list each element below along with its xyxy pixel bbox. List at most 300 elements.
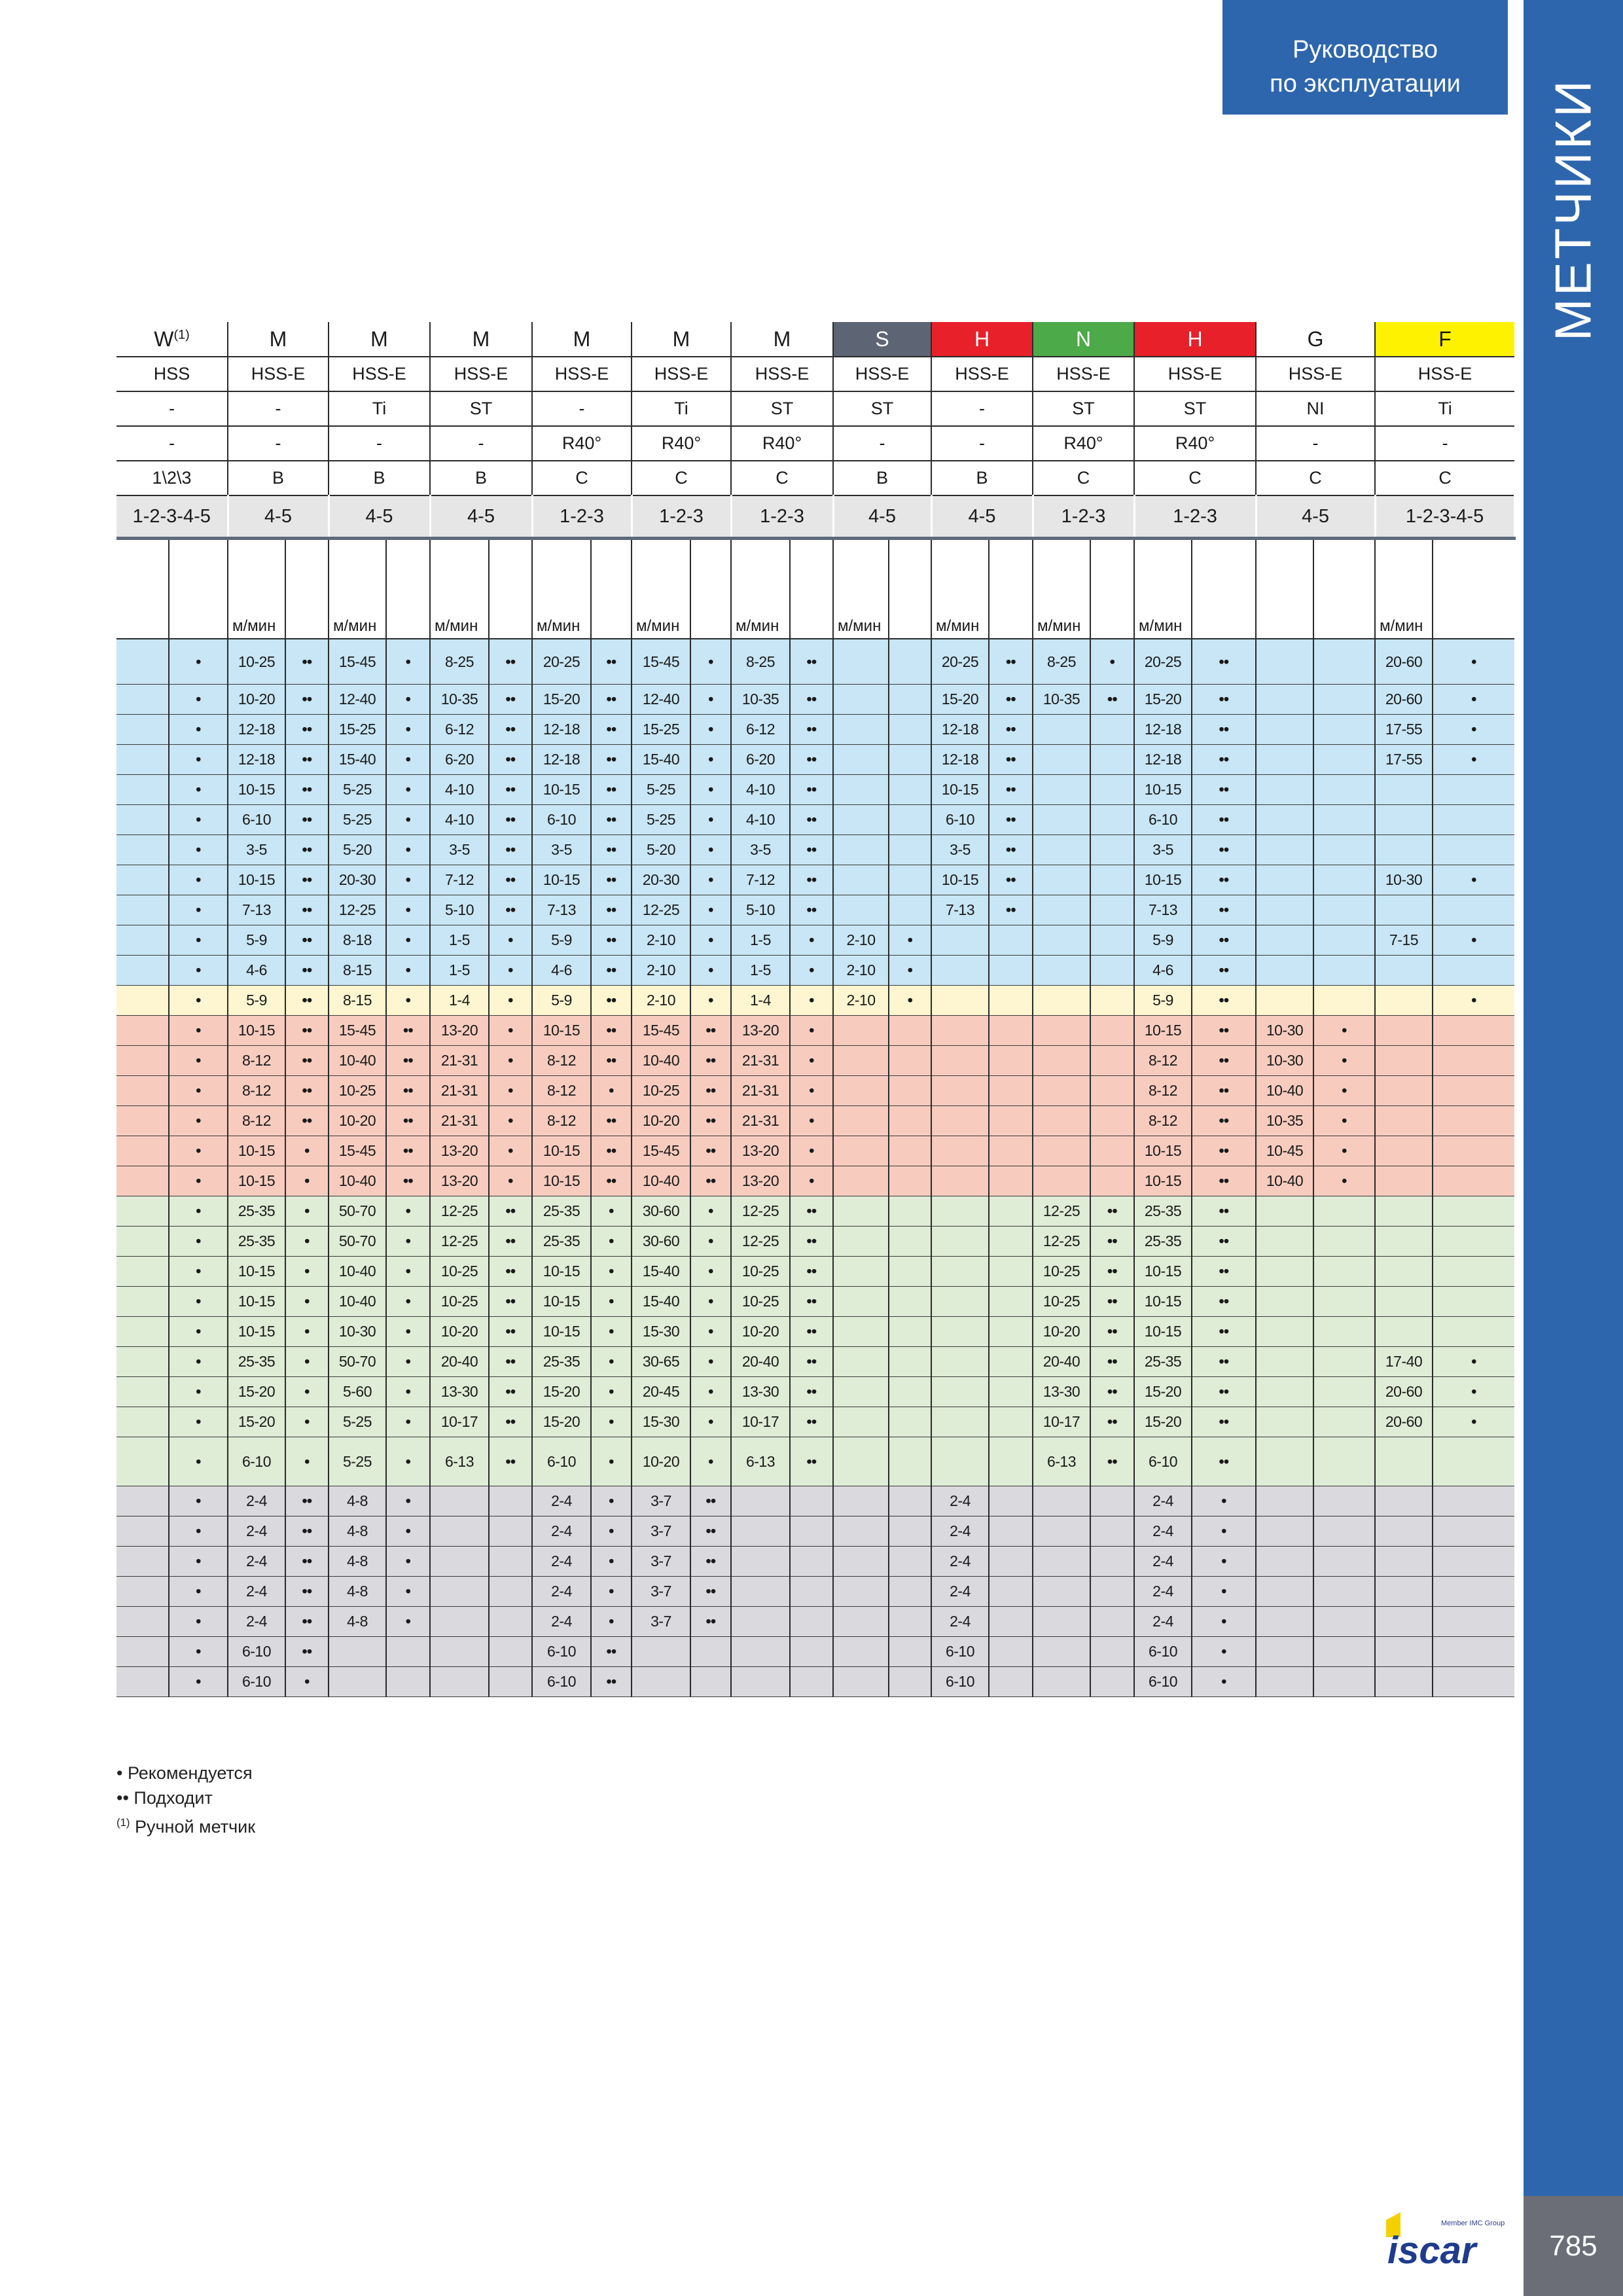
table-cell: 6-10 (228, 1437, 285, 1486)
table-cell: • (386, 986, 430, 1016)
table-cell (1256, 685, 1313, 715)
table-cell: •• (591, 1637, 632, 1667)
table-cell (1033, 1106, 1090, 1136)
table-cell: •• (989, 835, 1033, 865)
helix-row-cell: R40° (632, 426, 731, 461)
table-cell (889, 1287, 931, 1317)
table-cell: 3-7 (632, 1486, 690, 1516)
table-cell: •• (690, 1607, 731, 1637)
table-cell (1256, 1637, 1313, 1667)
table-cell: • (386, 1196, 430, 1227)
table-cell: 50-70 (329, 1347, 386, 1377)
table-cell: 6-10 (1134, 1667, 1192, 1697)
table-cell (833, 805, 889, 835)
table-cell: 10-15 (532, 1317, 591, 1347)
table-cell: 6-10 (931, 1667, 989, 1697)
table-cell: • (285, 1317, 329, 1347)
table-cell: 15-25 (632, 715, 690, 745)
table-cell (833, 1547, 889, 1577)
table-cell: 8-18 (329, 925, 386, 956)
helix-row-cell: R40° (1033, 426, 1134, 461)
table-cell: •• (489, 1257, 532, 1287)
table-cell (1033, 745, 1090, 775)
table-cell (1256, 1486, 1313, 1516)
table-cell: • (169, 1377, 228, 1407)
table-cell: •• (591, 685, 632, 715)
table-cell: 13-30 (731, 1377, 790, 1407)
table-cell (329, 1637, 386, 1667)
table-cell (1313, 1196, 1375, 1227)
table-cell: •• (489, 1317, 532, 1347)
table-cell (931, 1287, 989, 1317)
coating-row-cell: Ti (1375, 391, 1514, 426)
table-cell (632, 1667, 690, 1697)
table-cell: • (169, 1607, 228, 1637)
table-cell: 17-40 (1375, 1347, 1433, 1377)
table-row (116, 1046, 1514, 1076)
table-cell: 20-40 (731, 1347, 790, 1377)
table-cell: • (169, 745, 228, 775)
table-cell: • (790, 1136, 833, 1166)
tool-material-row (116, 357, 1514, 391)
table-cell (1313, 1257, 1375, 1287)
table-cell: •• (690, 1106, 731, 1136)
table-cell (1375, 1547, 1433, 1577)
table-cell (1256, 1317, 1313, 1347)
table-cell: • (169, 1196, 228, 1227)
table-cell (116, 1076, 169, 1106)
table-cell: • (386, 1377, 430, 1407)
table-cell: • (489, 1106, 532, 1136)
legend-recommended: • Рекомендуется (116, 1763, 253, 1783)
table-cell (833, 685, 889, 715)
unit-cell: м/мин (1033, 539, 1090, 639)
tool-material-row-cell: HSS-E (931, 357, 1033, 391)
table-cell: • (591, 1257, 632, 1287)
table-cell: • (386, 956, 430, 986)
table-cell: 25-35 (532, 1227, 591, 1257)
table-cell: 5-60 (329, 1377, 386, 1407)
unit-cell (690, 539, 731, 639)
table-cell: • (386, 835, 430, 865)
table-cell (1256, 1607, 1313, 1637)
table-cell (989, 956, 1033, 986)
table-cell (1433, 1637, 1514, 1667)
table-cell (1033, 1486, 1090, 1516)
table-cell: •• (790, 715, 833, 745)
table-row (116, 1486, 1514, 1516)
table-cell (1313, 1347, 1375, 1377)
table-cell: 8-12 (1134, 1106, 1192, 1136)
table-cell: 20-45 (632, 1377, 690, 1407)
table-cell: 3-7 (632, 1547, 690, 1577)
table-cell (889, 1106, 931, 1136)
table-cell: • (285, 1227, 329, 1257)
table-cell: • (1313, 1136, 1375, 1166)
table-cell: 7-13 (228, 895, 285, 925)
table-cell (1313, 1227, 1375, 1257)
table-cell (989, 1257, 1033, 1287)
table-cell: •• (285, 986, 329, 1016)
tolerance-row-cell: 4-5 (1256, 495, 1375, 539)
table-cell: • (1192, 1516, 1256, 1547)
table-cell (833, 1407, 889, 1437)
table-cell (1256, 775, 1313, 805)
unit-cell (169, 539, 228, 639)
table-cell (833, 1257, 889, 1287)
table-cell: • (386, 805, 430, 835)
material-group-row-cell: $W^{(1)}$ (116, 322, 228, 357)
table-cell: • (386, 1516, 430, 1547)
table-cell: 2-4 (228, 1486, 285, 1516)
table-cell: • (690, 1377, 731, 1407)
table-cell: •• (1192, 835, 1256, 865)
table-cell: •• (1192, 1016, 1256, 1046)
table-cell (989, 1577, 1033, 1607)
table-cell (931, 925, 989, 956)
table-cell: 4-10 (731, 775, 790, 805)
table-cell: 8-15 (329, 956, 386, 986)
unit-cell: м/мин (228, 539, 285, 639)
table-cell (116, 1196, 169, 1227)
table-cell: • (790, 956, 833, 986)
table-cell: • (790, 1016, 833, 1046)
table-cell: 13-30 (430, 1377, 489, 1407)
table-row (116, 865, 1514, 895)
table-cell: • (386, 1607, 430, 1637)
table-cell: • (1313, 1046, 1375, 1076)
table-cell: 2-4 (931, 1486, 989, 1516)
table-cell (116, 1046, 169, 1076)
table-cell: •• (1090, 1257, 1134, 1287)
table-cell: • (690, 775, 731, 805)
table-cell (1313, 1667, 1375, 1697)
table-cell: • (169, 1577, 228, 1607)
table-cell: •• (790, 835, 833, 865)
table-cell: 15-40 (632, 1257, 690, 1287)
table-cell: •• (1090, 1317, 1134, 1347)
table-cell: 10-15 (532, 1257, 591, 1287)
table-cell: • (386, 1547, 430, 1577)
table-cell (1433, 956, 1514, 986)
table-cell: •• (285, 895, 329, 925)
table-cell (1375, 1317, 1433, 1347)
coating-row-cell: - (228, 391, 329, 426)
table-cell: 8-12 (228, 1106, 285, 1136)
table-cell: • (169, 685, 228, 715)
table-cell (489, 1667, 532, 1697)
guide-line-1: Руководство (1292, 36, 1438, 63)
table-cell: 2-4 (532, 1486, 591, 1516)
chamfer-row (116, 461, 1514, 495)
unit-cell: м/мин (931, 539, 989, 639)
table-cell: 10-15 (1134, 1016, 1192, 1046)
table-cell: 10-17 (430, 1407, 489, 1437)
table-cell: 6-10 (1134, 1437, 1192, 1486)
table-cell (1375, 1607, 1433, 1637)
table-cell: 2-4 (532, 1607, 591, 1637)
table-cell (1090, 1106, 1134, 1136)
table-cell: 6-20 (430, 745, 489, 775)
table-cell: 3-5 (532, 835, 591, 865)
table-cell: • (386, 745, 430, 775)
table-cell: • (591, 1547, 632, 1577)
table-cell: •• (489, 1347, 532, 1377)
table-cell (116, 1287, 169, 1317)
table-cell: 4-8 (329, 1577, 386, 1607)
coating-row-cell: NI (1256, 391, 1375, 426)
table-cell: • (285, 1196, 329, 1227)
table-cell (1090, 1016, 1134, 1046)
table-cell: 13-20 (430, 1136, 489, 1166)
table-cell (116, 745, 169, 775)
table-cell: •• (285, 1106, 329, 1136)
table-cell (889, 1577, 931, 1607)
table-cell (889, 1227, 931, 1257)
tool-material-row-cell: HSS-E (1033, 357, 1134, 391)
table-cell (731, 1516, 790, 1547)
table-cell (833, 1317, 889, 1347)
coating-row-cell: Ti (329, 391, 430, 426)
chamfer-row-cell: C (1033, 461, 1134, 495)
table-cell (1313, 1637, 1375, 1667)
table-cell: 15-20 (228, 1377, 285, 1407)
table-cell: •• (1192, 1257, 1256, 1287)
table-cell (989, 1347, 1033, 1377)
material-group-row-cell: M (731, 322, 833, 357)
table-cell: 1-4 (731, 986, 790, 1016)
table-cell (889, 1516, 931, 1547)
tool-material-row-cell: HSS-E (731, 357, 833, 391)
table-cell (833, 745, 889, 775)
table-cell: •• (285, 1547, 329, 1577)
logo-member-text: Member IMC Group (1441, 2219, 1505, 2227)
table-cell: • (591, 1577, 632, 1607)
table-cell: • (690, 956, 731, 986)
table-cell: •• (989, 639, 1033, 685)
table-cell: 25-35 (1134, 1196, 1192, 1227)
table-cell (989, 986, 1033, 1016)
table-cell: 6-20 (731, 745, 790, 775)
table-cell: • (285, 1437, 329, 1486)
table-cell: 50-70 (329, 1196, 386, 1227)
table-cell (1313, 745, 1375, 775)
table-cell (430, 1667, 489, 1697)
table-cell: 2-4 (1134, 1486, 1192, 1516)
table-row (116, 1607, 1514, 1637)
table-cell (1090, 986, 1134, 1016)
table-cell (790, 1577, 833, 1607)
material-group-row-cell: F (1375, 322, 1514, 357)
table-cell: • (386, 1486, 430, 1516)
table-cell: • (1313, 1076, 1375, 1106)
table-cell: •• (489, 1377, 532, 1407)
table-cell: • (1433, 639, 1514, 685)
table-cell: •• (790, 639, 833, 685)
table-cell (989, 1637, 1033, 1667)
table-cell: 8-12 (228, 1076, 285, 1106)
table-cell (889, 1607, 931, 1637)
table-cell: •• (285, 1486, 329, 1516)
page-number: 785 (1549, 2230, 1597, 2262)
table-cell (386, 1667, 430, 1697)
table-cell (889, 1407, 931, 1437)
table-cell (1433, 775, 1514, 805)
table-cell: •• (690, 1577, 731, 1607)
table-cell (1256, 1407, 1313, 1437)
table-cell: 8-12 (532, 1046, 591, 1076)
table-cell (1256, 865, 1313, 895)
table-cell (116, 1166, 169, 1196)
table-cell: 15-45 (632, 1016, 690, 1046)
table-cell: • (1433, 925, 1514, 956)
table-cell: 2-4 (931, 1607, 989, 1637)
table-cell: 6-12 (430, 715, 489, 745)
table-cell: 10-20 (632, 1106, 690, 1136)
table-cell: • (169, 1437, 228, 1486)
table-cell: •• (386, 1106, 430, 1136)
table-cell (790, 1486, 833, 1516)
table-cell: 20-60 (1375, 1407, 1433, 1437)
table-cell: 12-18 (532, 715, 591, 745)
coating-row-cell: ST (430, 391, 532, 426)
table-cell (1090, 925, 1134, 956)
table-cell (731, 1667, 790, 1697)
table-cell: 7-15 (1375, 925, 1433, 956)
table-cell: •• (1192, 1437, 1256, 1486)
table-cell: • (690, 895, 731, 925)
table-cell: 4-10 (430, 805, 489, 835)
table-cell: 12-18 (1134, 715, 1192, 745)
table-row (116, 775, 1514, 805)
table-cell (833, 1106, 889, 1136)
material-group-row-cell: G (1256, 322, 1375, 357)
table-cell (889, 745, 931, 775)
chamfer-row-cell: C (1256, 461, 1375, 495)
table-cell: • (591, 1407, 632, 1437)
table-cell: •• (386, 1076, 430, 1106)
table-cell: • (690, 1407, 731, 1437)
table-row (116, 1516, 1514, 1547)
table-cell: • (1433, 715, 1514, 745)
table-cell: •• (1192, 895, 1256, 925)
table-cell (1033, 1637, 1090, 1667)
table-cell (833, 1166, 889, 1196)
table-cell (931, 1076, 989, 1106)
table-cell: 10-15 (1134, 1287, 1192, 1317)
table-cell (1090, 1547, 1134, 1577)
table-cell: 10-15 (1134, 775, 1192, 805)
table-cell: • (690, 835, 731, 865)
table-cell (116, 835, 169, 865)
table-cell (1313, 1287, 1375, 1317)
chamfer-row-cell: B (833, 461, 931, 495)
unit-cell (489, 539, 532, 639)
table-cell (931, 1227, 989, 1257)
table-cell (1256, 925, 1313, 956)
material-group-row-cell: M (430, 322, 532, 357)
helix-row-cell: - (329, 426, 430, 461)
table-cell (430, 1637, 489, 1667)
helix-row-cell: R40° (1134, 426, 1256, 461)
table-cell (1256, 1287, 1313, 1317)
material-group-row-cell: H (931, 322, 1033, 357)
table-row (116, 745, 1514, 775)
table-cell: • (386, 865, 430, 895)
table-cell (989, 1076, 1033, 1106)
table-cell: •• (285, 805, 329, 835)
table-cell: 10-15 (532, 1016, 591, 1046)
table-cell (989, 1516, 1033, 1547)
material-group-row-cell: M (532, 322, 632, 357)
table-cell: 30-65 (632, 1347, 690, 1377)
table-cell: 25-35 (1134, 1227, 1192, 1257)
table-cell (1033, 956, 1090, 986)
table-cell: •• (989, 895, 1033, 925)
table-cell: •• (285, 1516, 329, 1547)
table-cell: 1-5 (731, 956, 790, 986)
table-cell (731, 1486, 790, 1516)
table-cell (116, 1486, 169, 1516)
table-cell: •• (285, 1607, 329, 1637)
table-cell (1256, 1667, 1313, 1697)
table-cell (1090, 1136, 1134, 1166)
table-cell: •• (1090, 1196, 1134, 1227)
table-cell: • (386, 1287, 430, 1317)
table-cell: • (690, 805, 731, 835)
table-cell: 10-20 (632, 1437, 690, 1486)
table-row (116, 1136, 1514, 1166)
table-cell (1433, 805, 1514, 835)
table-cell (1375, 895, 1433, 925)
table-cell: 15-40 (329, 745, 386, 775)
table-cell (1033, 805, 1090, 835)
table-cell: 10-30 (1256, 1016, 1313, 1046)
table-cell (889, 805, 931, 835)
table-cell: 10-15 (532, 1136, 591, 1166)
table-cell: • (386, 1317, 430, 1347)
table-cell: •• (1192, 1196, 1256, 1227)
table-cell: • (690, 1317, 731, 1347)
table-cell: •• (1090, 1377, 1134, 1407)
table-cell: •• (591, 1667, 632, 1697)
table-cell (833, 1516, 889, 1547)
tool-material-row-cell: HSS (116, 357, 228, 391)
table-cell: • (1433, 986, 1514, 1016)
guide-line-2: по эксплуатации (1270, 70, 1461, 98)
table-row (116, 715, 1514, 745)
table-cell: •• (1090, 1227, 1134, 1257)
table-cell (1033, 1516, 1090, 1547)
table-cell: •• (790, 865, 833, 895)
table-cell (116, 1347, 169, 1377)
table-cell: • (285, 1377, 329, 1407)
table-cell: 2-10 (833, 956, 889, 986)
material-group-row (116, 322, 1514, 357)
table-cell: 6-10 (532, 805, 591, 835)
table-cell (889, 1076, 931, 1106)
table-cell: 2-10 (632, 956, 690, 986)
unit-cell: м/мин (1134, 539, 1192, 639)
table-cell: • (489, 1076, 532, 1106)
table-cell: 10-15 (1134, 1166, 1192, 1196)
table-cell (1090, 775, 1134, 805)
table-cell: 10-15 (532, 1166, 591, 1196)
table-cell: 6-12 (731, 715, 790, 745)
table-cell (989, 1317, 1033, 1347)
table-cell: •• (989, 745, 1033, 775)
table-cell: •• (591, 1166, 632, 1196)
